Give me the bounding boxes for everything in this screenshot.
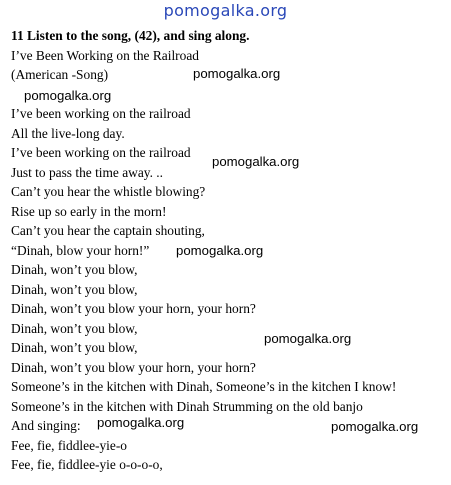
lyric-line: Dinah, won’t you blow, xyxy=(11,281,138,297)
watermark-text: pomogalka.org xyxy=(193,66,281,81)
lyric-line: Rise up so early in the morn! xyxy=(11,203,167,219)
lyric-line: Can’t you hear the captain shouting, xyxy=(11,223,205,238)
song-origin: (American -Song) xyxy=(11,67,109,82)
watermark-text: pomogalka.org xyxy=(331,419,419,434)
watermark-text: pomogalka.org xyxy=(24,88,112,103)
lyric-line: Dinah, won’t you blow, xyxy=(11,320,138,336)
watermark-text: pomogalka.org xyxy=(176,243,264,258)
lyric-line: Someone’s in the kitchen with Dinah Strumming on the old banjo xyxy=(11,398,363,414)
header-watermark: pomogalka.org xyxy=(163,1,288,20)
exercise-title: 11 Listen to the song, (42), and sing along. xyxy=(11,28,250,43)
lyric-line: Dinah, won’t you blow, xyxy=(11,262,138,277)
lyric-line: Just to pass the time away. .. xyxy=(11,164,163,180)
lyric-line: I’ve been working on the railroad xyxy=(11,145,191,160)
lyric-line: All the live-long day. xyxy=(11,125,125,141)
lyric-line: Fee, fie, fiddlee-yie-o xyxy=(11,437,127,453)
watermark-text: pomogalka.org xyxy=(264,331,352,346)
lyric-line: Fee, fie, fiddlee-yie o-o-o-o, xyxy=(11,457,163,472)
lyric-line: I’ve been working on the railroad xyxy=(11,106,191,121)
watermark-text: pomogalka.org xyxy=(97,415,185,430)
lyric-line: Can’t you hear the whistle blowing? xyxy=(11,184,206,199)
lyric-line: Dinah, won’t you blow your horn, your horn? xyxy=(11,301,256,316)
lyric-line: Dinah, won’t you blow your horn, your horn? xyxy=(11,359,256,375)
lyric-line: “Dinah, blow your horn!” xyxy=(11,242,150,258)
song-title: I’ve Been Working on the Railroad xyxy=(11,47,199,63)
lyric-line: And singing: xyxy=(11,418,81,433)
lyric-line: Dinah, won’t you blow, xyxy=(11,340,138,355)
lyric-line: Someone’s in the kitchen with Dinah, Someone’s in the kitchen I know! xyxy=(11,379,397,394)
watermark-text: pomogalka.org xyxy=(212,154,300,169)
